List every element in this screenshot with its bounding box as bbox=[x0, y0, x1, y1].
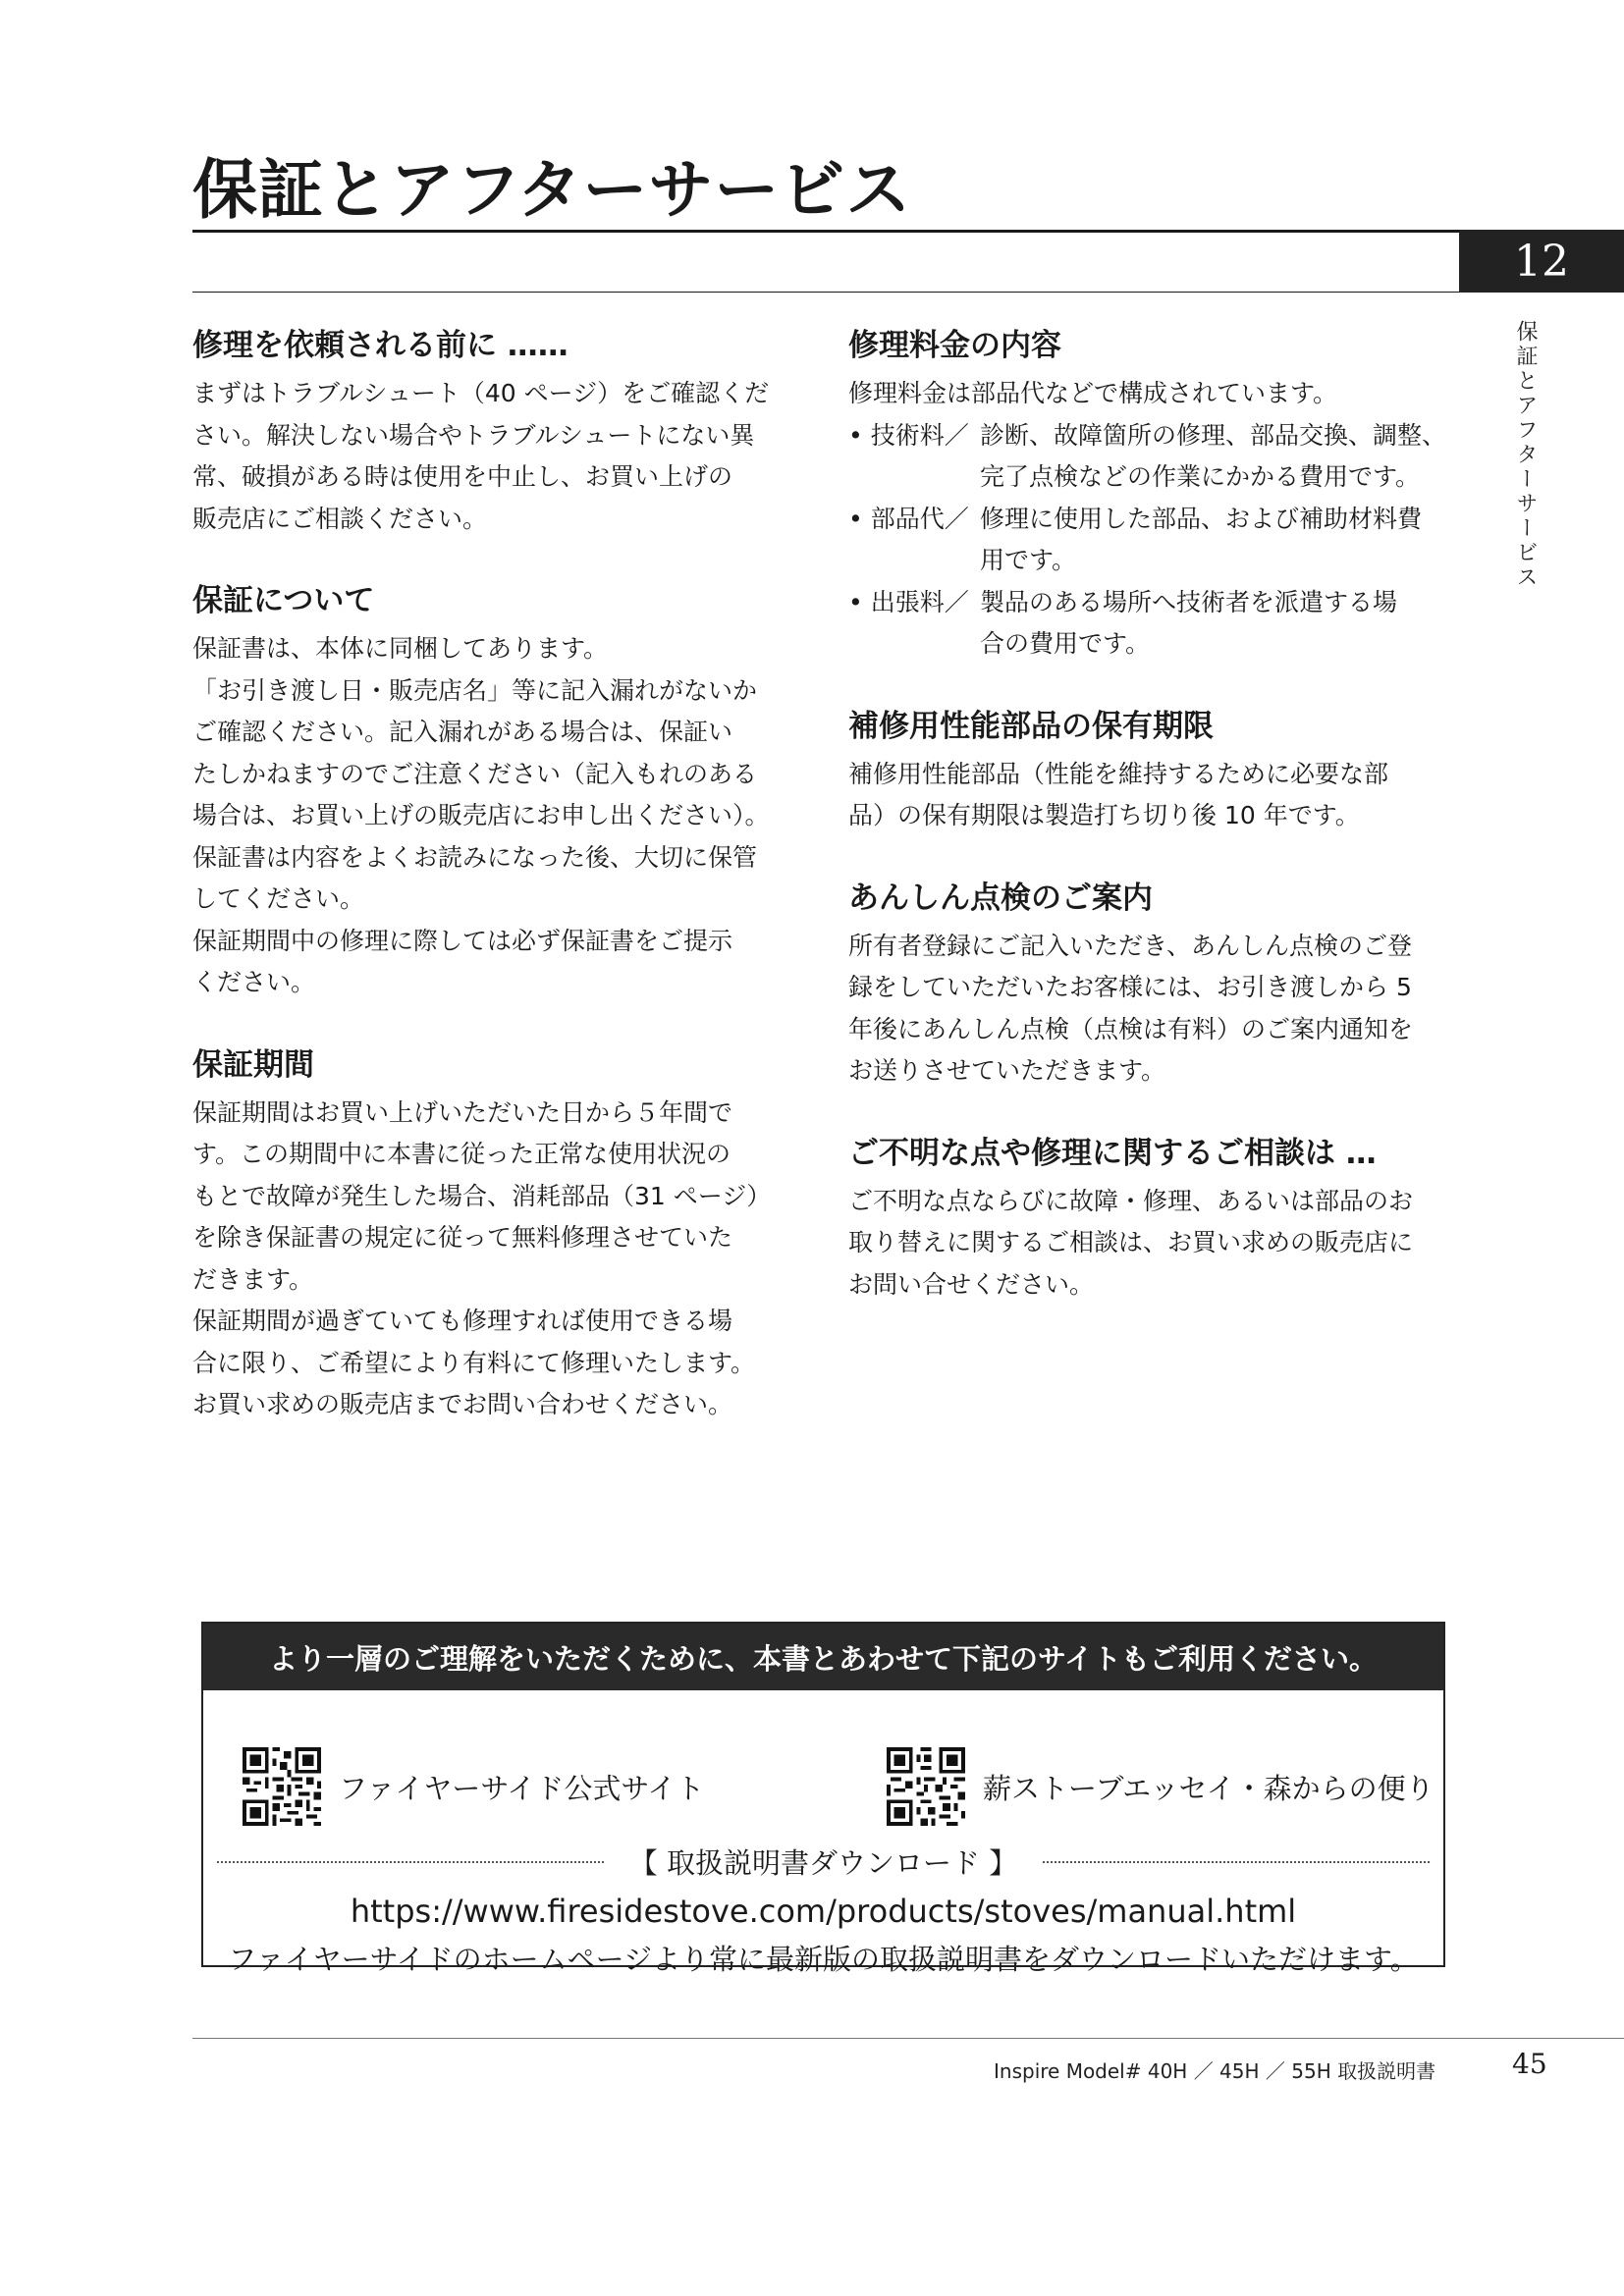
qr-code-icon bbox=[887, 1747, 965, 1826]
list-item: • 技術料／ 診断、故障箇所の修理、部品交換、調整、 完了点検などの作業にかかる費用です。 bbox=[848, 420, 1447, 491]
dotted-divider bbox=[217, 1861, 604, 1863]
list-item: • 部品代／ 修理に使用した部品、および補助材料費 用です。 bbox=[848, 504, 1423, 574]
section-body: ご不明な点ならびに故障・修理、あるいは部品のお 取り替えに関するご相談は、お買い求めの販売店に お問い合せください。 bbox=[848, 1186, 1414, 1299]
section-before-repair bbox=[192, 324, 782, 540]
section-body: 所有者登録にご記入いただき、あんしん点検のご登 録をしていただいたお客様には、お引き渡しから 5 年後にあんしん点検（点検は有料）のご案内通知を お送りさせていただきます。 bbox=[848, 931, 1414, 1085]
section-body: 補修用性能部品（性能を維持するために必要な部 品）の保有期限は製造打ち切り後 10 年です。 bbox=[848, 759, 1389, 829]
section-heading: 保証期間 bbox=[192, 1046, 314, 1083]
chapter-number-badge: 12 bbox=[1459, 230, 1624, 293]
section-rule bbox=[192, 292, 1459, 293]
side-chapter-label: 保証とアフターサービス bbox=[1513, 320, 1538, 590]
official-site-label: ファイヤーサイド公式サイト bbox=[339, 1771, 705, 1805]
download-heading: 【 取扱説明書ダウンロード 】 bbox=[628, 1846, 1018, 1880]
section-repair-cost bbox=[848, 324, 1447, 666]
section-warranty bbox=[192, 579, 782, 1004]
essay-site-link[interactable] bbox=[887, 1747, 1435, 1826]
section-parts-retention bbox=[848, 705, 1447, 837]
section-heading: 修理料金の内容 bbox=[848, 328, 1061, 363]
list-item: • 出張料／ 製品のある場所へ技術者を派遣する場 合の費用です。 bbox=[848, 587, 1398, 658]
website-info-box bbox=[201, 1622, 1445, 1976]
section-heading: ご不明な点や修理に関するご相談は … bbox=[848, 1135, 1377, 1171]
section-heading: 保証について bbox=[192, 583, 375, 618]
section-body: 修理料金は部品代などで構成されています。 bbox=[848, 379, 1338, 407]
section-heading: 修理を依頼される前に …… bbox=[192, 328, 568, 363]
section-body: 保証期間はお買い上げいただいた日から５年間で す。この期間中に本書に従った正常な使用状況の もとで故障が発生した場合、消耗部品（31 ページ） を除き保証書の規定に従って無料修理させていた だきます。 保証期間が過ぎていても修理すれば使用できる場 合に限り、ご希望により有料にて修理いたします。 お買い求めの販売店までお問い合わせください。 bbox=[192, 1097, 772, 1418]
page-number: 45 bbox=[1512, 2048, 1547, 2080]
section-body: 保証書は、本体に同梱してあります。 「お引き渡し日・販売店名」等に記入漏れがないか ご確認ください。記入漏れがある場合は、保証い たしかねますのでご注意ください（記入もれのある 場合は、お買い上げの販売店にお申し出ください）。 保証書は内容をよくお読みになった後、大切に保管 してください。 保証期間中の修理に際しては必ず保証書をご提示 ください。 bbox=[192, 634, 770, 996]
download-note: ファイヤーサイドのホームページより常に最新版の取扱説明書をダウンロードいただけます。 bbox=[228, 1943, 1419, 1976]
download-url-link[interactable]: https://www.firesidestove.com/products/stoves/manual.html bbox=[350, 1893, 1297, 1930]
left-column bbox=[192, 324, 782, 1466]
section-warranty-period bbox=[192, 1043, 782, 1426]
footer-manual-title: Inspire Model# 40H ／ 45H ／ 55H 取扱説明書 bbox=[994, 2059, 1436, 2083]
page-title: 保証とアフターサービス bbox=[192, 151, 912, 228]
section-consultation bbox=[848, 1132, 1447, 1307]
section-heading: 補修用性能部品の保有期限 bbox=[848, 708, 1214, 744]
cost-bullet-list bbox=[848, 415, 1447, 666]
dotted-divider bbox=[1043, 1861, 1430, 1863]
section-body: まずはトラブルシュート（40 ページ）をご確認くだ さい。解決しない場合やトラブルシュートにない異 常、破損がある時は使用を中止し、お買い上げの 販売店にご相談ください。 bbox=[192, 379, 770, 533]
section-inspection bbox=[848, 877, 1447, 1093]
download-heading-row bbox=[217, 1842, 1430, 1882]
qr-code-icon bbox=[243, 1747, 321, 1826]
right-column bbox=[848, 324, 1447, 1345]
essay-site-label: 薪ストーブエッセイ・森からの便り bbox=[983, 1771, 1435, 1805]
footer-rule bbox=[192, 2038, 1624, 2039]
info-box-header: より一層のご理解をいただくために、本書とあわせて下記のサイトもご利用ください。 bbox=[203, 1624, 1443, 1690]
title-rule bbox=[192, 230, 1459, 233]
section-heading: あんしん点検のご案内 bbox=[848, 880, 1153, 916]
official-site-link[interactable] bbox=[243, 1747, 704, 1826]
